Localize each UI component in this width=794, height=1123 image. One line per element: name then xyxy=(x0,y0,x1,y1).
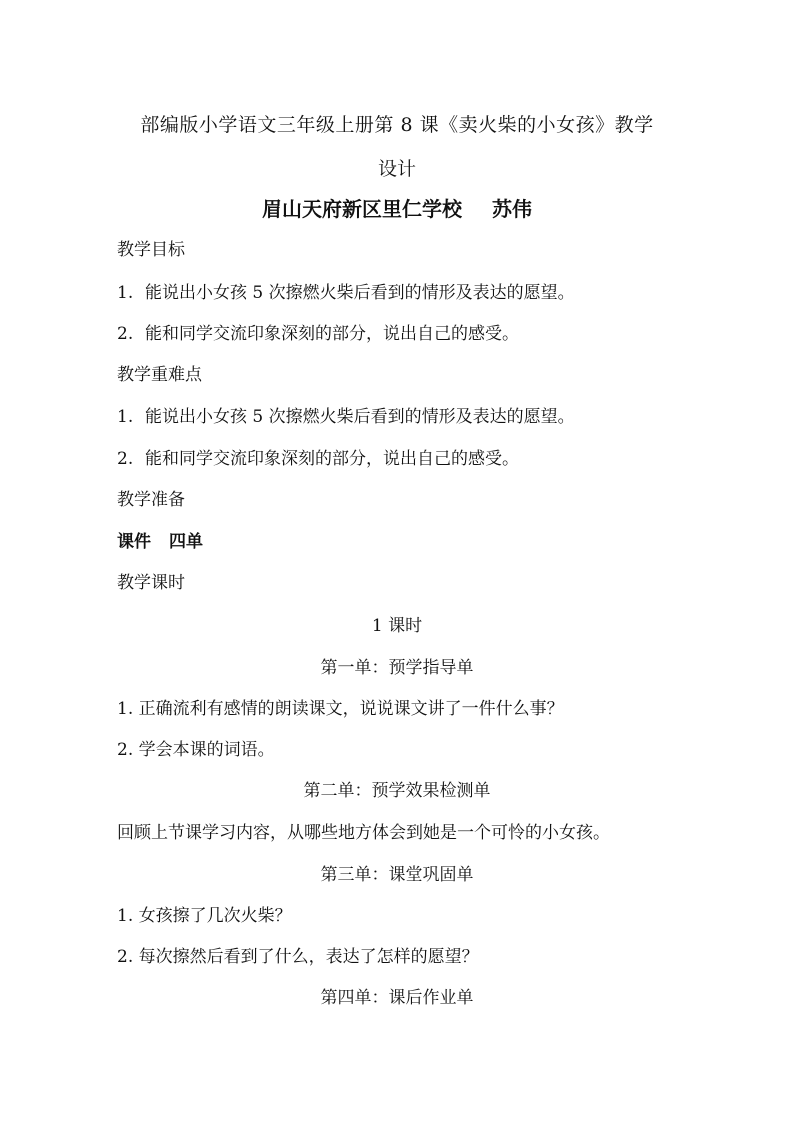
unit3-item: 2. 每次擦然后看到了什么，表达了怎样的愿望？ xyxy=(117,947,479,967)
school-name: 眉山天府新区里仁学校 xyxy=(262,197,462,221)
goal-text: 能和同学交流印象深刻的部分，说出自己的感受。 xyxy=(145,324,519,344)
unit3-heading: 第三单：课堂巩固单 xyxy=(320,865,474,885)
key-point-text: 能和同学交流印象深刻的部分，说出自己的感受。 xyxy=(145,449,519,469)
unit2-heading: 第二单：预学效果检测单 xyxy=(303,781,491,801)
goal-item xyxy=(117,322,677,346)
document-title-line1: 部编版小学语文三年级上册第 8 课《卖火柴的小女孩》教学 xyxy=(140,114,654,136)
unit1-heading: 第一单：预学指导单 xyxy=(320,658,474,678)
prep-item: 课件 xyxy=(117,532,151,552)
unit3-item: 1. 女孩擦了几次火柴？ xyxy=(117,906,292,926)
unit1-item: 2. 学会本课的词语。 xyxy=(117,740,275,760)
goals-heading: 教学目标 xyxy=(117,240,185,260)
unit4-heading: 第四单：课后作业单 xyxy=(320,988,474,1008)
prep-items xyxy=(117,530,677,554)
key-point-item xyxy=(117,447,677,471)
goal-number: 1. xyxy=(117,283,134,303)
goal-number: 2. xyxy=(117,324,134,344)
author-name: 苏伟 xyxy=(492,197,532,221)
goal-text: 能说出小女孩 5 次擦燃火柴后看到的情形及表达的愿望。 xyxy=(145,283,575,303)
unit2-text: 回顾上节课学习内容，从哪些地方体会到她是一个可怜的小女孩。 xyxy=(117,823,610,843)
document-title-line2: 设计 xyxy=(377,158,416,180)
prep-heading: 教学准备 xyxy=(117,490,185,510)
author-line xyxy=(60,197,734,221)
hours-heading: 教学课时 xyxy=(117,573,185,593)
key-point-text: 能说出小女孩 5 次擦燃火柴后看到的情形及表达的愿望。 xyxy=(145,407,575,427)
key-point-number: 1. xyxy=(117,407,134,427)
key-point-item xyxy=(117,405,677,429)
goal-item xyxy=(117,281,677,305)
prep-item: 四单 xyxy=(169,532,203,552)
hours-value: 1 课时 xyxy=(371,616,423,636)
key-point-number: 2. xyxy=(117,449,134,469)
unit1-item: 1. 正确流利有感情的朗读课文，说说课文讲了一件什么事？ xyxy=(117,699,564,719)
key-points-heading: 教学重难点 xyxy=(117,365,202,385)
